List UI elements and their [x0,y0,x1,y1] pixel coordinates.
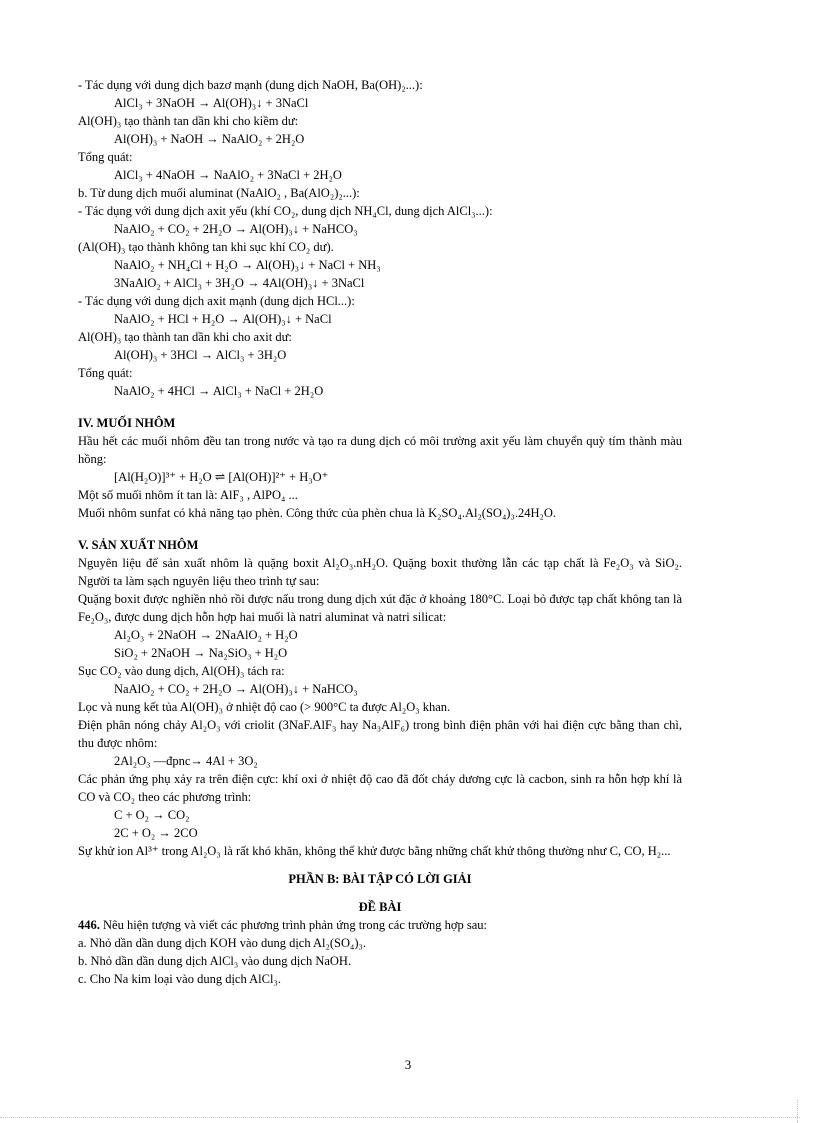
equation-line: NaAlO₂ + HCl + H₂O → Al(OH)₃↓ + NaCl [114,312,332,326]
section-aluminium-production [78,536,682,860]
equation-line: NaAlO₂ + CO₂ + 2H₂O → Al(OH)₃↓ + NaHCO₃ [114,222,358,236]
page-content [78,76,682,988]
paragraph: Nguyên liệu để sản xuất nhôm là quặng boxit Al₂O₃.nH₂O. Quặng boxit thường lẫn các tạp chất là Fe₂O₃ và SiO₂. Người ta làm sạch nguyên liệu theo trình tự sau: [78,556,682,588]
paragraph: Một số muối nhôm ít tan là: AlF₃ , AlPO₄ ... [78,488,298,502]
equation-line: NaAlO₂ + CO₂ + 2H₂O → Al(OH)₃↓ + NaHCO₃ [114,682,358,696]
equation-line: Al(OH)₃ + 3HCl → AlCl₃ + 3H₂O [114,348,287,362]
exercise-number: 446. [78,918,100,932]
part-subtitle: ĐỀ BÀI [358,900,402,914]
equation-line: C + O₂ → CO₂ [114,808,190,822]
exercise-text: Nêu hiện tượng và viết các phương trình phản ứng trong các trường hợp sau: [103,918,488,932]
exercise-item: c. Cho Na kim loại vào dung dịch AlCl₃. [78,972,281,986]
paragraph: Sục CO₂ vào dung dịch, Al(OH)₃ tách ra: [78,664,285,678]
equation-line: NaAlO₂ + 4HCl → AlCl₃ + NaCl + 2H₂O [114,384,324,398]
text-line: Tổng quát: [78,366,133,380]
equation-line: 2Al₂O₃ —đpnc→ 4Al + 3O₂ [114,754,258,768]
section-aluminium-salts [78,414,682,522]
equation-line: Al₂O₃ + 2NaOH → 2NaAlO₂ + H₂O [114,628,298,642]
text-line: - Tác dụng với dung dịch axit mạnh (dung dịch HCl...): [78,294,355,308]
paragraph: Điện phân nóng chảy Al₂O₃ với criolit (3NaF.AlF₃ hay Na₃AlF₆) trong bình điện phân với hai điện cực bằng than chì, thu được nhôm: [78,718,682,750]
part-title: PHẦN B: BÀI TẬP CÓ LỜI GIẢI [288,872,472,886]
page-number: 3 [404,1057,412,1072]
exercise-item: a. Nhỏ dần dần dung dịch KOH vào dung dịch Al₂(SO₄)₃. [78,936,367,950]
section-heading: IV. MUỐI NHÔM [78,416,176,430]
paragraph: Muối nhôm sunfat có khả năng tạo phèn. Công thức của phèn chua là K₂SO₄.Al₂(SO₄)₃.24H₂O. [78,506,556,520]
paragraph: Hầu hết các muối nhôm đều tan trong nước và tạo ra dung dịch có môi trường axit yếu làm chuyển quỳ tím thành màu hồng: [78,434,682,466]
text-line: b. Từ dung dịch muối aluminat (NaAlO₂ , Ba(AlO₂)₂...): [78,186,360,200]
text-line: Al(OH)₃ tạo thành tan dần khi cho kiềm dư: [78,114,299,128]
paragraph: Lọc và nung kết tủa Al(OH)₃ ở nhiệt độ cao (> 900°C ta được Al₂O₃ khan. [78,700,451,714]
equation-line: AlCl₃ + 4NaOH → NaAlO₂ + 3NaCl + 2H₂O [114,168,342,182]
text-line: Al(OH)₃ tạo thành tan dần khi cho axit dư: [78,330,292,344]
text-line: - Tác dụng với dung dịch axit yếu (khí CO₂, dung dịch NH₄Cl, dung dịch AlCl₃...): [78,204,493,218]
page-corner-mark [797,1100,799,1123]
exercise-item: b. Nhỏ dần dần dung dịch AlCl₃ vào dung dịch NaOH. [78,954,352,968]
equation-line: 3NaAlO₂ + AlCl₃ + 3H₂O → 4Al(OH)₃↓ + 3NaCl [114,276,365,290]
equation-line: AlCl₃ + 3NaOH → Al(OH)₃↓ + 3NaCl [114,96,309,110]
equation-line: [Al(H₂O)]³⁺ + H₂O ⇌ [Al(OH)]²⁺ + H₃O⁺ [114,470,329,484]
equation-line: NaAlO₂ + NH₄Cl + H₂O → Al(OH)₃↓ + NaCl + NH₃ [114,258,381,272]
exercise-446 [78,916,682,934]
text-line: Tổng quát: [78,150,133,164]
paragraph: Quặng boxit được nghiền nhỏ rồi được nấu trong dung dịch xút đặc ở khoảng 180°C. Loại bỏ được tạp chất không tan là Fe₂O₃, được dung dịch hỗn hợp hai muối là natri aluminat và natri silicat: [78,592,682,624]
page-bottom-divider [0,1117,800,1118]
text-line: (Al(OH)₃ tạo thành không tan khi sục khí CO₂ dư). [78,240,334,254]
section-al-hydroxide-preparation [78,76,682,400]
equation-line: SiO₂ + 2NaOH → Na₂SiO₃ + H₂O [114,646,288,660]
paragraph: Sự khử ion Al³⁺ trong Al₂O₃ là rất khó khăn, không thể khử được bằng những chất khử thông thường như C, CO, H₂... [78,844,671,858]
section-heading: V. SẢN XUẤT NHÔM [78,538,199,552]
equation-line: Al(OH)₃ + NaOH → NaAlO₂ + 2H₂O [114,132,305,146]
part-b-exercises [78,870,682,988]
text-line: - Tác dụng với dung dịch bazơ mạnh (dung dịch NaOH, Ba(OH)₂...): [78,78,423,92]
paragraph: Các phản ứng phụ xảy ra trên điện cực: khí oxi ở nhiệt độ cao đã đốt cháy dương cực là cacbon, sinh ra hỗn hợp khí là CO và CO₂ theo các phương trình: [78,772,682,804]
equation-line: 2C + O₂ → 2CO [114,826,198,840]
